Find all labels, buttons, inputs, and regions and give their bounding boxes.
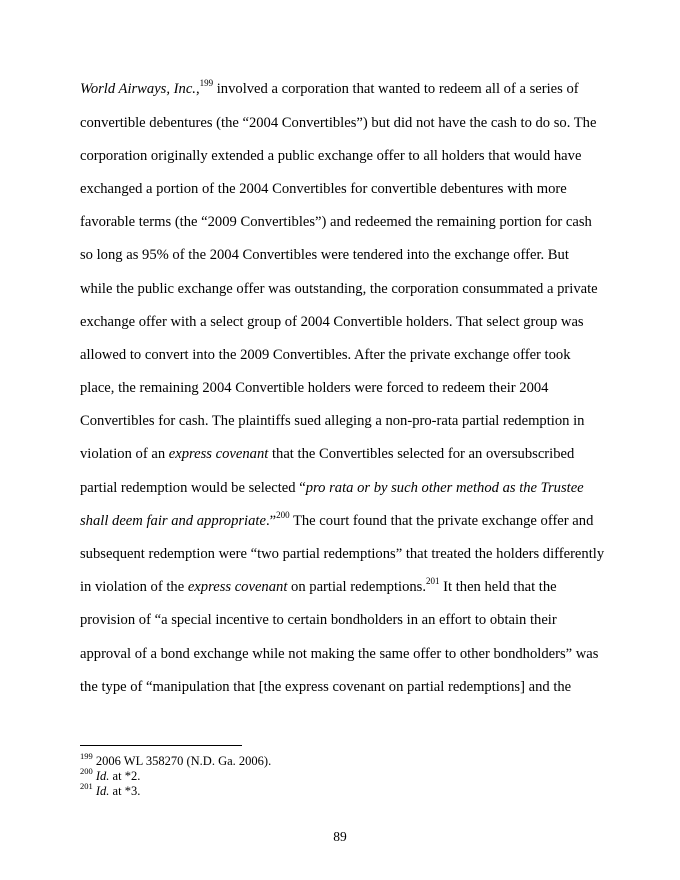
footnote-ref-200: 200 (276, 510, 290, 521)
body-line-11: Convertibles for cash. The plaintiffs sued alleging a non-pro-rata partial redemption in (80, 413, 585, 429)
body-line-19: the type of “manipulation that [the express covenant on partial redemptions] and the (80, 679, 572, 695)
footnote-ref-199: 199 (199, 78, 214, 89)
body-line-5: favorable terms (the “2009 Convertibles”) and redeemed the remaining portion for cash (80, 214, 592, 230)
body-line-7: while the public exchange offer was outstanding, the corporation consummated a private (80, 281, 598, 297)
body-line-12: violation of an express covenant that the Convertibles selected for an oversubscribed (80, 446, 575, 462)
footnote-201: $^{201}$ Id. at *3. (80, 780, 141, 798)
body-line-17: provision of “a special incentive to certain bondholders in an effort to obtain their (80, 612, 557, 628)
body-line-15: subsequent redemption were “two partial redemptions” that treated the holders differently (80, 546, 605, 562)
body-line-10: place, the remaining 2004 Convertible holders were forced to redeem their 2004 (80, 380, 549, 396)
body-line-6: so long as 95% of the 2004 Convertibles were tendered into the exchange offer. But (80, 247, 569, 263)
body-line-9: allowed to convert into the 2009 Convertibles. After the private exchange offer took (80, 347, 571, 363)
footnote-199: $^{199}$ 2006 WL 358270 (N.D. Ga. 2006). (80, 750, 272, 768)
body-line-1: World Airways, Inc.,$^{199}$ involved a corporation that wanted to redeem all of a series of (80, 78, 579, 97)
body-line-13: partial redemption would be selected “pro rata or by such other method as the Trustee (80, 480, 584, 496)
footnote-separator (80, 745, 242, 746)
body-line-18: approval of a bond exchange while not making the same offer to other bondholders” was (80, 646, 599, 662)
case-name: World Airways, Inc. (80, 81, 196, 97)
quoted-italic-text: shall deem fair and appropriate (80, 513, 266, 529)
page-number: 89 (333, 829, 347, 844)
emphasis-express-covenant: express covenant (168, 446, 269, 462)
footnote-200: $^{200}$ Id. at *2. (80, 765, 141, 783)
body-line-16: in violation of the express covenant on partial redemptions.$^{201}$ It then held that the (80, 576, 557, 595)
body-line-2: convertible debentures (the “2004 Convertibles”) but did not have the cash to do so. The (80, 115, 597, 131)
body-line-8: exchange offer with a select group of 2004 Convertible holders. That select group was (80, 314, 584, 330)
body-line-14: shall deem fair and appropriate.”$^{200}$ The court found that the private exchange offer and (80, 510, 594, 529)
footnote-ref-201: 201 (426, 576, 440, 587)
body-line-3: corporation originally extended a public exchange offer to all holders that would have (80, 148, 582, 164)
body-line-4: exchanged a portion of the 2004 Convertibles for convertible debentures with more (80, 181, 567, 197)
emphasis-express-covenant: express covenant (187, 579, 288, 595)
quoted-italic-text: pro rata or by such other method as the Trustee (305, 480, 584, 496)
